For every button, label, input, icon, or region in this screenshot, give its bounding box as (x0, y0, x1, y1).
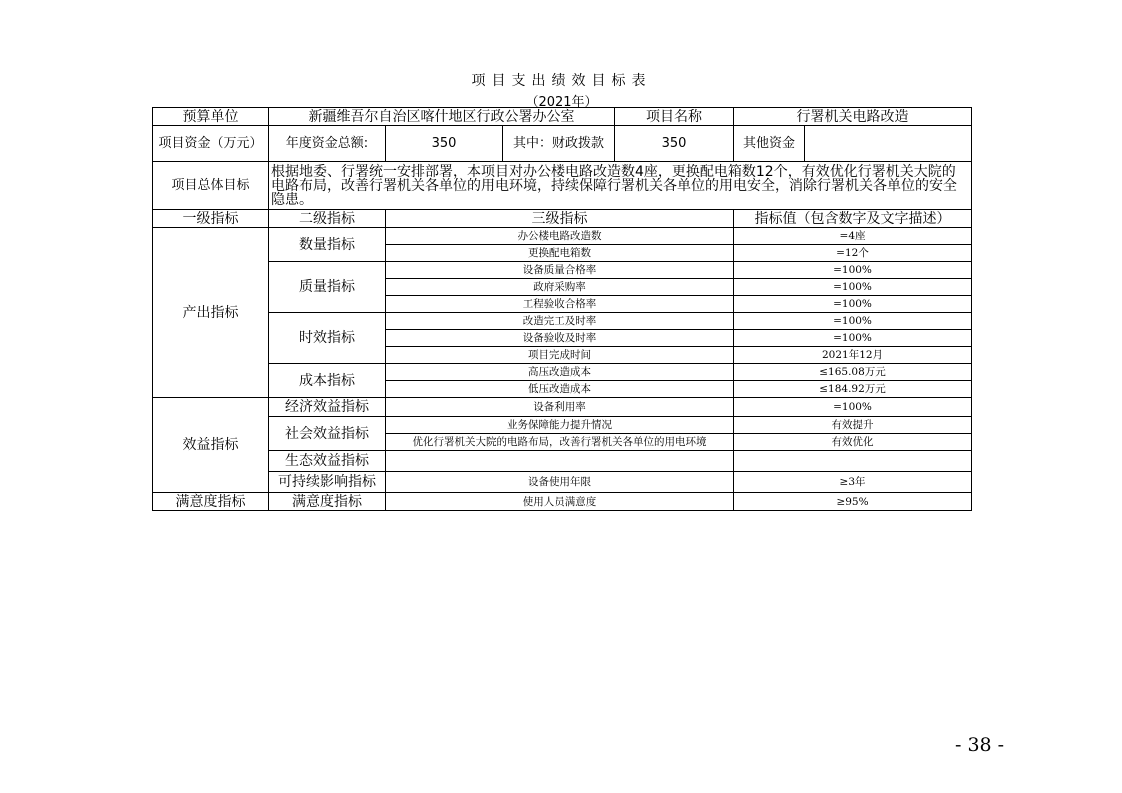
column-level2: 二级指标 (269, 210, 386, 228)
benefit-indicator-label: 效益指标 (153, 398, 269, 493)
indicator-value: ≤184.92万元 (734, 381, 972, 398)
project-goal-label: 项目总体目标 (153, 162, 269, 210)
fiscal-funds-label: 其中：财政拨款 (503, 126, 615, 162)
indicator-value: ≥95% (734, 493, 972, 511)
annual-total-label: 年度资金总额: (269, 126, 386, 162)
indicator-value: =100% (734, 262, 972, 279)
indicator-name: 设备验收及时率 (386, 330, 734, 347)
quantity-indicator-label: 数量指标 (269, 228, 386, 262)
output-indicator-label: 产出指标 (153, 228, 269, 398)
indicator-value: =100% (734, 296, 972, 313)
indicator-name: 设备质量合格率 (386, 262, 734, 279)
indicator-name: 业务保障能力提升情况 (386, 417, 734, 434)
indicator-value: =100% (734, 398, 972, 417)
indicator-name: 设备使用年限 (386, 472, 734, 493)
indicator-value: 有效提升 (734, 417, 972, 434)
indicator-value: =100% (734, 279, 972, 296)
indicator-name: 低压改造成本 (386, 381, 734, 398)
other-funds-value (805, 126, 972, 162)
cost-indicator-label: 成本指标 (269, 364, 386, 398)
quality-indicator-label: 质量指标 (269, 262, 386, 313)
column-level1: 一级指标 (153, 210, 269, 228)
sustainable-indicator-label: 可持续影响指标 (269, 472, 386, 493)
budget-unit-value: 新疆维吾尔自治区喀什地区行政公署办公室 (269, 108, 615, 126)
column-level3: 三级指标 (386, 210, 734, 228)
indicator-value: 有效优化 (734, 434, 972, 451)
indicator-name (386, 451, 734, 472)
indicator-value: =100% (734, 330, 972, 347)
budget-unit-label: 预算单位 (153, 108, 269, 126)
document-title: 项目支出绩效目标表 (471, 73, 652, 89)
indicator-name: 项目完成时间 (386, 347, 734, 364)
indicator-value: =4座 (734, 228, 972, 245)
indicator-name: 政府采购率 (386, 279, 734, 296)
fiscal-funds-value: 350 (615, 126, 734, 162)
indicator-name: 设备利用率 (386, 398, 734, 417)
project-funds-label: 项目资金（万元） (153, 126, 269, 162)
indicator-value: =12个 (734, 245, 972, 262)
page-number: - 38 - (955, 734, 1005, 756)
performance-target-table (152, 107, 972, 511)
indicator-name: 更换配电箱数 (386, 245, 734, 262)
indicator-name: 改造完工及时率 (386, 313, 734, 330)
project-goal-text: 根据地委、行署统一安排部署，本项目对办公楼电路改造数4座，更换配电箱数12个，有效优化行署机关大院的电路布局，改善行署机关各单位的用电环境，持续保障行署机关各单位的用电安全，消除行署机关各单位的安全隐患。 (269, 162, 972, 210)
indicator-value: ≤165.08万元 (734, 364, 972, 381)
social-indicator-label: 社会效益指标 (269, 417, 386, 451)
annual-total-value: 350 (386, 126, 503, 162)
indicator-value (734, 451, 972, 472)
satisfaction-sub-label: 满意度指标 (269, 493, 386, 511)
indicator-name: 办公楼电路改造数 (386, 228, 734, 245)
indicator-name: 高压改造成本 (386, 364, 734, 381)
document-year: （2021年） (525, 95, 598, 110)
project-name-value: 行署机关电路改造 (734, 108, 972, 126)
other-funds-label: 其他资金 (734, 126, 805, 162)
economic-indicator-label: 经济效益指标 (269, 398, 386, 417)
timeliness-indicator-label: 时效指标 (269, 313, 386, 364)
indicator-value: ≥3年 (734, 472, 972, 493)
indicator-name: 工程验收合格率 (386, 296, 734, 313)
column-value: 指标值（包含数字及文字描述） (734, 210, 972, 228)
satisfaction-indicator-label: 满意度指标 (153, 493, 269, 511)
indicator-name: 使用人员满意度 (386, 493, 734, 511)
indicator-value: =100% (734, 313, 972, 330)
indicator-value: 2021年12月 (734, 347, 972, 364)
project-name-label: 项目名称 (615, 108, 734, 126)
indicator-name: 优化行署机关大院的电路布局，改善行署机关各单位的用电环境 (386, 434, 734, 451)
ecological-indicator-label: 生态效益指标 (269, 451, 386, 472)
